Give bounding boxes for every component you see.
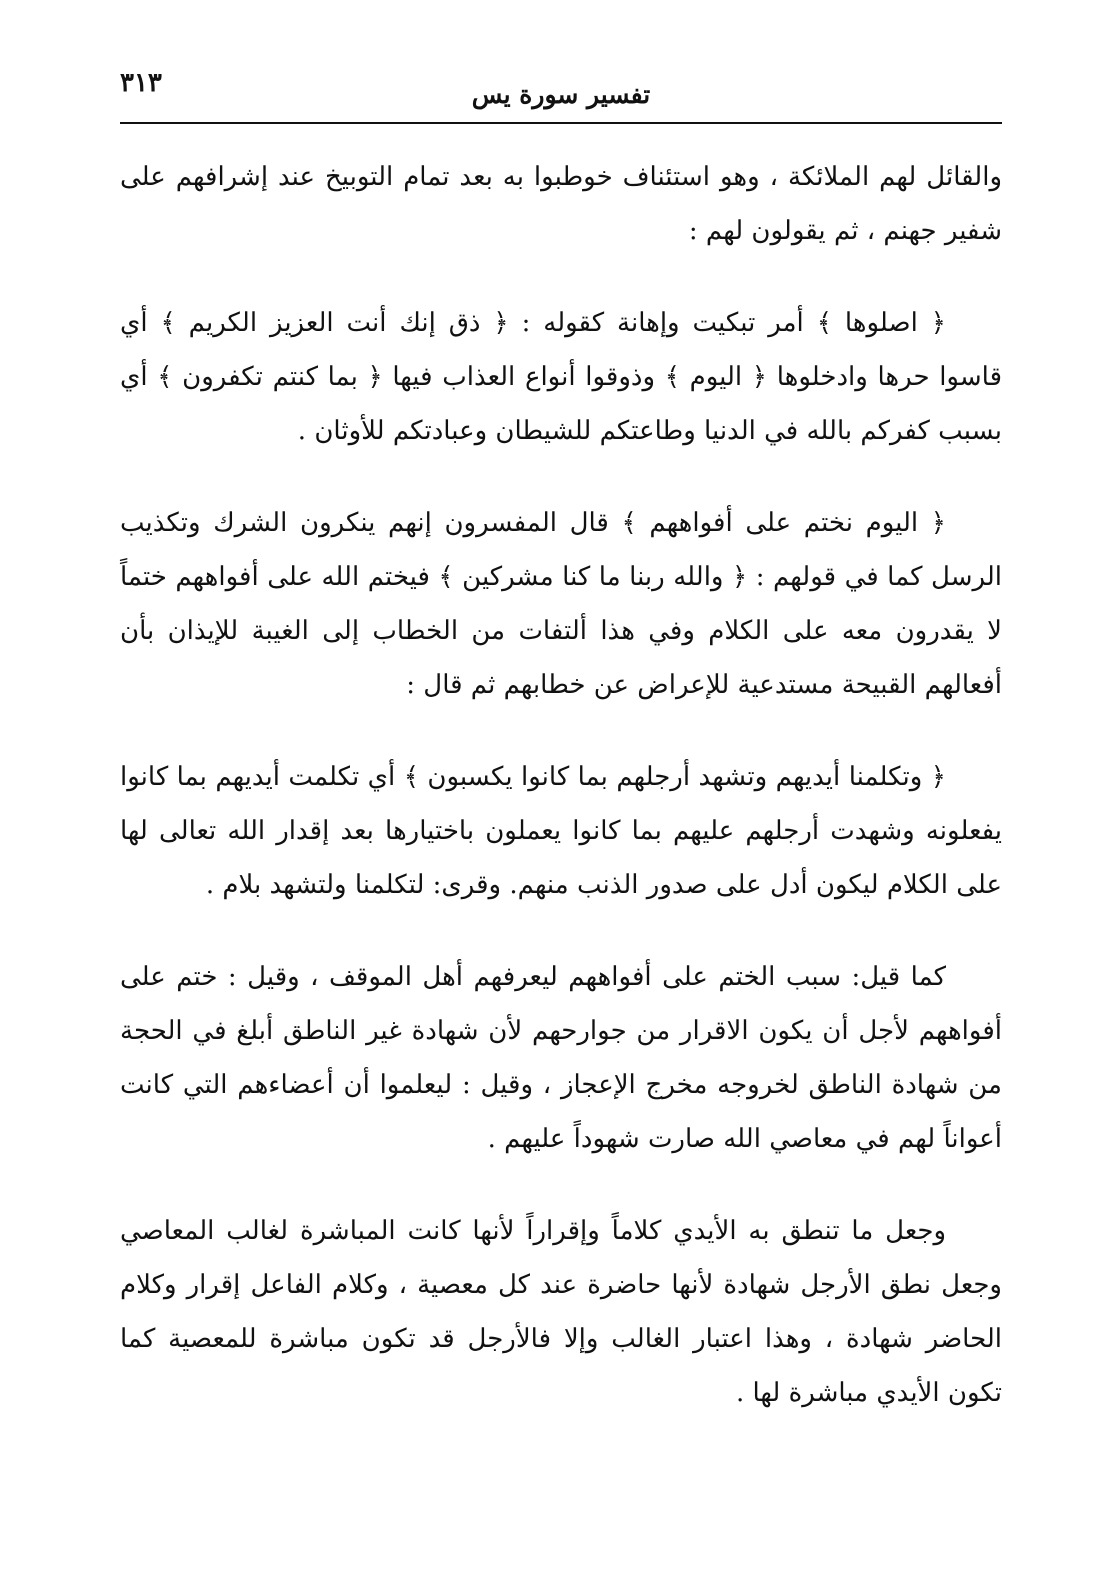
paragraph: ﴿ وتكلمنا أيديهم وتشهد أرجلهم بما كانوا يكسبون ﴾ أي تكلمت أيديهم بما كانوا يفعلونه وشهدت أرجلهم عليهم بما كانوا يعملون باختيارها بعد إقدار الله تعالى لها على الكلام ليكون أدل على صدور الذنب منهم. وقرى: لتكلمنا ولتشهد بلام . [120, 762, 1002, 900]
running-title: تفسير سورة يس [471, 80, 651, 109]
paragraph: ﴿ اصلوها ﴾ أمر تبكيت وإهانة كقوله : ﴿ ذق إنك أنت العزيز الكريم ﴾ أي قاسوا حرها وادخلوها ﴿ اليوم ﴾ وذوقوا أنواع العذاب فيها ﴿ بما كنتم تكفرون ﴾ أي بسبب كفركم بالله في الدنيا وطاعتكم للشيطان وعبادتكم للأوثان . [120, 308, 1002, 446]
body-text [120, 150, 1002, 1458]
paragraph: والقائل لهم الملائكة ، وهو استئناف خوطبوا به بعد تمام التوبيخ عند إشرافهم على شفير جهنم ، ثم يقولون لهم : [120, 162, 1002, 246]
header-divider [120, 122, 1002, 124]
book-page [120, 60, 1002, 1540]
paragraph: وجعل ما تنطق به الأيدي كلاماً وإقراراً لأنها كانت المباشرة لغالب المعاصي وجعل نطق الأرجل شهادة لأنها حاضرة عند كل معصية ، وكلام الفاعل إقرار وكلام الحاضر شهادة ، وهذا اعتبار الغالب وإلا فالأرجل قد تكون مباشرة للمعصية كما تكون الأيدي مباشرة لها . [120, 1216, 1002, 1408]
paragraph: ﴿ اليوم نختم على أفواههم ﴾ قال المفسرون إنهم ينكرون الشرك وتكذيب الرسل كما في قولهم : ﴿ والله ربنا ما كنا مشركين ﴾ فيختم الله على أفواههم ختماً لا يقدرون معه على الكلام وفي هذا ألتفات من الخطاب إلى الغيبة للإيذان بأن أفعالهم القبيحة مستدعية للإعراض عن خطابهم ثم قال : [120, 508, 1002, 700]
paragraph: كما قيل: سبب الختم على أفواههم ليعرفهم أهل الموقف ، وقيل : ختم على أفواههم لأجل أن يكون الاقرار من جوارحهم لأن شهادة غير الناطق أبلغ في الحجة من شهادة الناطق لخروجه مخرج الإعجاز ، وقيل : ليعلموا أن أعضاءهم التي كانت أعواناً لهم في معاصي الله صارت شهوداً عليهم . [120, 962, 1002, 1154]
page-number: ٣١٣ [120, 68, 162, 98]
page-header [120, 60, 1002, 122]
